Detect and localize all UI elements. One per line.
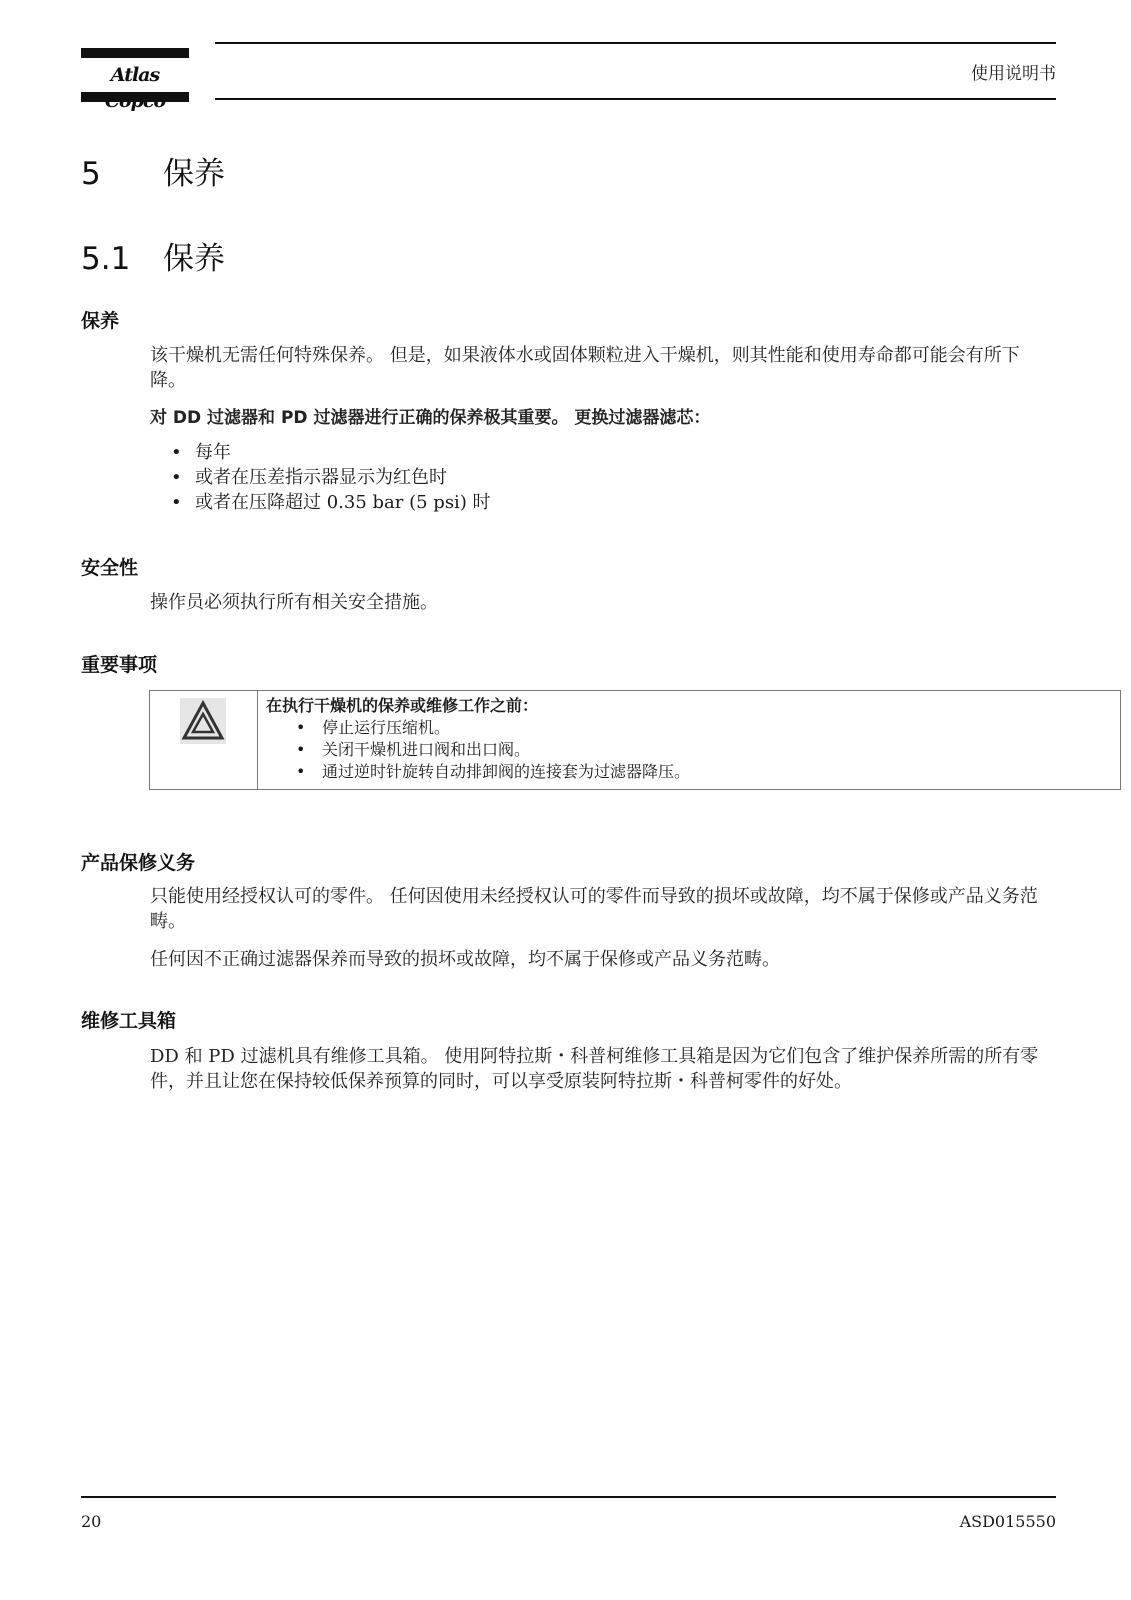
warning-triangle-icon bbox=[180, 698, 226, 744]
page-number: 20 bbox=[81, 1512, 102, 1531]
service-kits-paragraph: DD 和 PD 过滤机具有维修工具箱。 使用阿特拉斯・科普柯维修工具箱是因为它们包含了维护保养所需的所有零件，并且让您在保持较低保养预算的同时，可以享受原装阿特拉斯・科普柯零件的好处。 bbox=[150, 1046, 1039, 1092]
chapter-heading bbox=[81, 148, 225, 193]
chapter-title: 保养 bbox=[163, 156, 225, 192]
list-item: • 或者在压差指示器显示为红色时 bbox=[171, 465, 1031, 490]
service-kits-heading: 维修工具箱 bbox=[81, 1010, 177, 1032]
list-item: • 停止运行压缩机。 bbox=[296, 717, 1110, 739]
safety-paragraph: 操作员必须执行所有相关安全措施。 bbox=[150, 592, 438, 613]
list-item: • 关闭干燥机进口阀和出口阀。 bbox=[296, 739, 1110, 761]
list-item: • 或者在压降超过 0.35 bar (5 psi) 时 bbox=[171, 490, 1031, 515]
warranty-heading: 产品保修义务 bbox=[81, 852, 196, 874]
logo-wordmark: Atlas bbox=[110, 64, 160, 86]
logo-bar-bottom bbox=[81, 92, 189, 102]
important-heading: 重要事项 bbox=[81, 654, 158, 676]
header-rule-bottom bbox=[215, 98, 1056, 100]
safety-heading: 安全性 bbox=[81, 557, 139, 579]
maintenance-heading: 保养 bbox=[81, 310, 120, 332]
notice-content bbox=[266, 695, 1110, 783]
notice-icon-cell bbox=[150, 691, 258, 789]
notice-bullet-list bbox=[296, 717, 1110, 783]
document-number: ASD015550 bbox=[959, 1512, 1056, 1531]
warranty-paragraph-2: 任何因不正确过滤器保养而导致的损坏或故障，均不属于保修或产品义务范畴。 bbox=[150, 949, 780, 970]
list-item: • 每年 bbox=[171, 440, 1031, 465]
section-title: 保养 bbox=[163, 241, 225, 277]
list-item: • 通过逆时针旋转自动排卸阀的连接套为过滤器降压。 bbox=[296, 761, 1110, 783]
atlas-copco-logo bbox=[81, 48, 189, 102]
section-number: 5.1 bbox=[81, 241, 131, 277]
document-type-label: 使用说明书 bbox=[971, 64, 1056, 84]
warranty-paragraph-1: 只能使用经授权认可的零件。 任何因使用未经授权认可的零件而导致的损坏或故障，均不属于保修或产品义务范畴。 bbox=[150, 886, 1038, 932]
maintenance-paragraph-1: 该干燥机无需任何特殊保养。 但是，如果液体水或固体颗粒进入干燥机，则其性能和使用寿命都可能会有所下降。 bbox=[150, 345, 1020, 391]
footer-rule bbox=[81, 1496, 1056, 1498]
maintenance-paragraph-2: 对 DD 过滤器和 PD 过滤器进行正确的保养极其重要。 更换过滤器滤芯： bbox=[150, 408, 711, 428]
maintenance-bullet-list bbox=[171, 440, 1031, 515]
logo-bar-top bbox=[81, 48, 189, 58]
notice-title: 在执行干燥机的保养或维修工作之前： bbox=[266, 696, 539, 715]
important-notice-box bbox=[149, 690, 1121, 790]
section-heading bbox=[81, 233, 225, 278]
chapter-number: 5 bbox=[81, 156, 101, 192]
header-rule-top bbox=[215, 42, 1056, 44]
